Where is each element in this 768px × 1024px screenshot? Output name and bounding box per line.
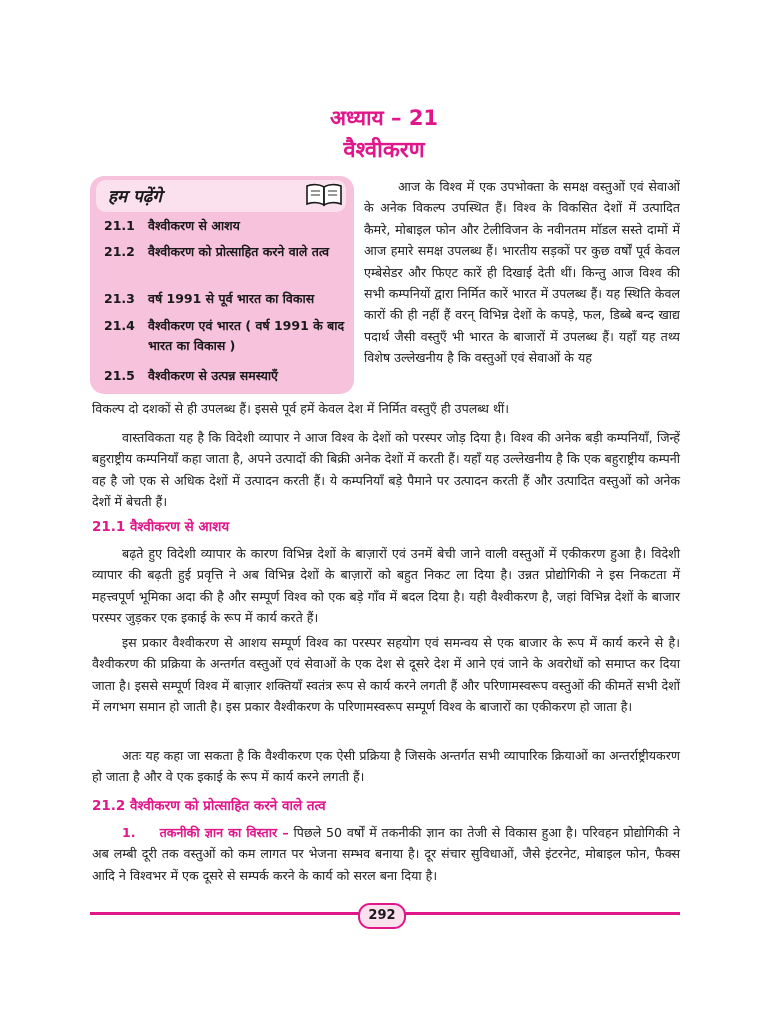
item-number: 21.1 [104,218,135,233]
paragraph: बढ़ते हुए विदेशी व्यापार के कारण विभिन्न देशों के बाज़ारों एवं उनमें बेची जाने वाली वस्तुओं में एकीकरण हुआ है। विदेशी व्यापार की बढ़ती हुई प्रवृत्ति ने अब विभिन्न देशों के बाज़ारों को बहुत निकट ला दिया है। उन्नत प्रोद्योगिकी ने इस निकटता में महत्त्वपूर्ण भूमिका अदा की है और सम्पूर्ण विश्व को एक बड़े गाँव में बदल दिया है। यही वैश्वीकरण है, जहां विभिन्न देशों के बाजार परस्पर जुड़कर एक इकाई के रूप में कार्य करते हैं। [92,546,680,626]
item-text: वर्ष 1991 से पूर्व भारत का विकास [148,291,315,306]
paragraph: इस प्रकार वैश्वीकरण से आशय सम्पूर्ण विश्व का परस्पर सहयोग एवं समन्वय से एक बाजार के रूप में कार्य करने से है। वैश्वीकरण की प्रक्रिया के अन्तर्गत वस्तुओं एवं सेवाओं के एक देश से दूसरे देश में आने एवं जाने के अवरोधों को समाप्त कर दिया जाता है। इससे सम्पूर्ण विश्व में बाज़ार शक्तियाँ स्वतंत्र रूप से कार्य करने लगती हैं और परिणामस्वरूप वस्तुओं की कीमतें सभी देशों में लगभग समान हो जाती है। इस प्रकार वैश्वीकरण के परिणामस्वरूप सम्पूर्ण विश्व के बाजारों का एकीकरण हो जाता है। [92,635,680,715]
section-heading: 21.2 वैश्वीकरण को प्रोत्साहित करने वाले तत्व [92,798,326,814]
chapter-number: अध्याय – 21 [329,106,439,130]
item-number: 21.5 [104,368,135,383]
item-text: वैश्वीकरण से उत्पन्न समस्याएँ [148,368,278,383]
learning-box-item [104,289,352,309]
learning-box-item [104,366,352,386]
section-heading: 21.1 वैश्वीकरण से आशय [92,519,230,535]
learning-box-item [104,216,352,236]
list-item [92,822,680,886]
item-number: 21.3 [104,291,135,306]
item-number: 21.4 [104,318,135,333]
learning-box-item [104,316,352,356]
item-text: वैश्वीकरण से आशय [148,218,240,233]
item-text: पिछले 50 वर्षों में तकनीकी ज्ञान का तेजी से विकास हुआ है। परिवहन प्रोद्योगिकी ने अब लम्बी दूरी तक वस्तुओं को कम लागत पर भेजना सम्भव बनाया है। दूर संचार सुविधाओं, जैसे इंटरनेट, मोबाइल फोन, फैक्स आदि ने विश्वभर में एक दूसरे से सम्पर्क करने के कार्य को सरल बना दिया है। [92,825,680,883]
paragraph: अतः यह कहा जा सकता है कि वैश्वीकरण एक ऐसी प्रक्रिया है जिसके अन्तर्गत सभी व्यापारिक क्रियाओं का अन्तर्राष्ट्रीयकरण हो जाता है और वे एक इकाई के रूप में कार्य करने लगती हैं। [92,748,680,785]
item-number: 1. [122,825,136,840]
item-text: वैश्वीकरण एवं भारत ( वर्ष 1991 के बाद भारत का विकास ) [148,318,345,353]
item-title: तकनीकी ज्ञान का विस्तार – [159,825,289,840]
paragraph: वास्तविकता यह है कि विदेशी व्यापार ने आज विश्व के देशों को परस्पर जोड़ दिया है। विश्व की अनेक बड़ी कम्पनियाँ, जिन्हें बहुराष्ट्रीय कम्पनियाँ कहा जाता है, अपने उत्पादों की बिक्री अनेक देशों में करती हैं। यहाँ यह उल्लेखनीय है कि एक बहुराष्ट्रीय कम्पनी वह है जो एक से अधिक देशों में उत्पादन करती हैं। ये कम्पनियाँ बड़े पैमाने पर उत्पादन करती हैं और उत्पादित वस्तुओं को अनेक देशों में बेचती हैं। [92,430,680,510]
intro-paragraph-continued: विकल्प दो दशकों से ही उपलब्ध हैं। इससे पूर्व हमें केवल देश में निर्मित वस्तुएँ ही उपलब्ध थीं। [92,401,510,416]
item-number: 21.2 [104,244,135,259]
learning-box-item [104,242,352,262]
intro-paragraph: आज के विश्व में एक उपभोक्ता के समक्ष वस्तुओं एवं सेवाओं के अनेक विकल्प उपस्थित हैं। विश्व के विकसित देशों में उत्पादित कैमरे, मोबाइल फोन और टेलीविजन के नवीनतम मॉडल सस्ते दामों में आज हमारे समक्ष उपलब्ध हैं। भारतीय सड़कों पर कुछ वर्षों पूर्व केवल एम्बेसेडर और फिएट कारें ही दिखाई देती थीं। किन्तु आज विश्व की सभी कम्पनियों द्वारा निर्मित कारें भारत में उपलब्ध हैं। यह स्थिति केवल कारों की ही नहीं हैं वरन् विभिन्न देशों के कपड़े, फल, डिब्बे बन्द खाद्य पदार्थ जैसी वस्तुएँ भी भारत के बाजारों में उपलब्ध हैं। यहाँ यह तथ्य विशेष उल्लेखनीय है कि वस्तुओं एवं सेवाओं के यह [364,179,680,366]
item-text: वैश्वीकरण को प्रोत्साहित करने वाले तत्व [148,244,330,259]
learning-box-title: हम पढ़ेंगे [108,187,162,207]
open-book-icon [304,182,344,208]
page-number: 292 [358,903,406,929]
chapter-title: वैश्वीकरण [343,138,425,163]
